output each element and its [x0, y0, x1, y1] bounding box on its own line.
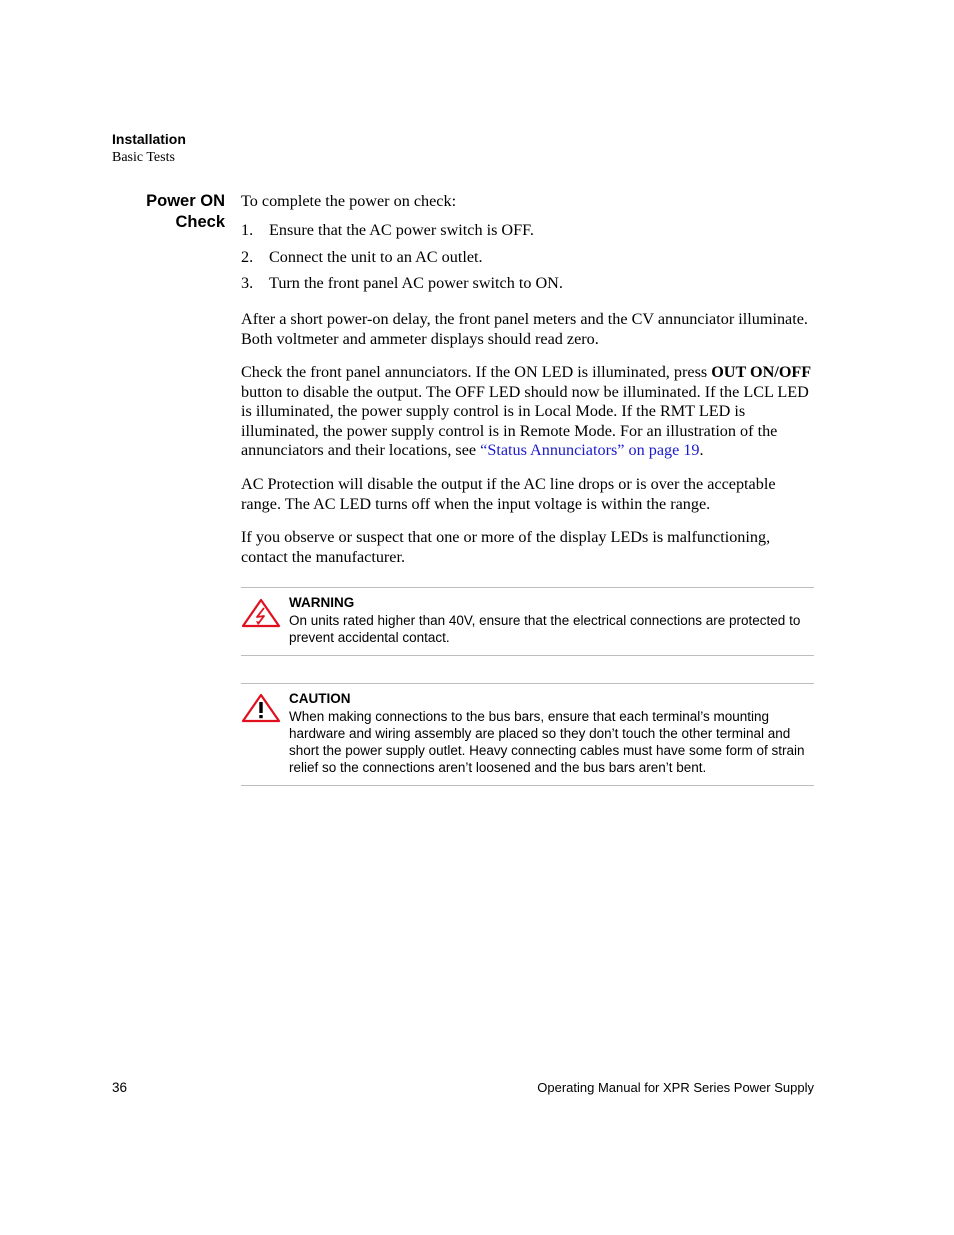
warning-text: On units rated higher than 40V, ensure that the electrical connections are protected to prevent accidental contact.	[289, 613, 801, 645]
para2-text-middle: button to disable the output. The OFF LED should now be illuminated. If the LCL LED is illuminated, the power supply control is in Local Mode. If the RMT LED is illuminated, the power supply control is in Remote Mode. For an illustration of the annunciators and their locations, see	[241, 382, 809, 460]
step-number: 1.	[241, 221, 254, 239]
out-onoff-button-name: OUT ON/OFF	[711, 363, 812, 381]
step-number: 2.	[241, 247, 254, 266]
caution-title: CAUTION	[289, 691, 351, 706]
electrical-hazard-icon	[241, 598, 281, 628]
running-head-section: Installation	[112, 131, 186, 147]
status-annunciators-link[interactable]: “Status Annunciators” on page 19	[480, 441, 700, 460]
side-heading-line2: Check	[175, 213, 225, 231]
running-head-subsection: Basic Tests	[112, 150, 175, 165]
step-number: 3.	[241, 274, 254, 292]
list-item	[241, 274, 814, 301]
caution-text: When making connections to the bus bars, ensure that each terminal’s mounting hardware and wiring assembly are placed so they don’t touch the other terminal and short the power supply outlet. Heavy connecting cables must have some form of strain relief so the connections aren’t loosened and the bus bars aren’t bent.	[289, 709, 805, 775]
side-heading	[112, 191, 225, 233]
step-text: Ensure that the AC power switch is OFF.	[269, 221, 534, 239]
para2-text-start: Check the front panel annunciators. If the ON LED is illuminated, press	[241, 363, 712, 381]
paragraph-malfunction: If you observe or suspect that one or more of the display LEDs is malfunctioning, contact the manufacturer.	[241, 528, 771, 566]
warning-bottom-rule	[241, 655, 814, 656]
paragraph-power-on-delay: After a short power-on delay, the front panel meters and the CV annunciator illuminate. Both voltmeter and ammeter displays should read zero.	[241, 310, 808, 348]
warning-title: WARNING	[289, 595, 355, 610]
warning-top-rule	[241, 587, 814, 588]
caution-bottom-rule	[241, 785, 814, 786]
intro-text: To complete the power on check:	[241, 192, 457, 210]
footer-title: Operating Manual for XPR Series Power Supply	[537, 1080, 814, 1095]
para2-text-end: .	[699, 441, 704, 460]
caution-top-rule	[241, 683, 814, 684]
step-text: Turn the front panel AC power switch to ON.	[269, 274, 563, 292]
list-item	[241, 221, 814, 248]
steps-list	[241, 221, 814, 301]
exclamation-warning-icon	[241, 693, 281, 723]
list-item	[241, 248, 814, 275]
paragraph-annunciators	[241, 363, 814, 461]
page-number: 36	[112, 1080, 128, 1095]
step-text: Connect the unit to an AC outlet.	[269, 247, 483, 266]
side-heading-line1: Power ON	[146, 192, 225, 210]
paragraph-ac-protection: AC Protection will disable the output if the AC line drops or is over the acceptable range. The AC LED turns off when the input voltage is within the range.	[241, 475, 776, 513]
